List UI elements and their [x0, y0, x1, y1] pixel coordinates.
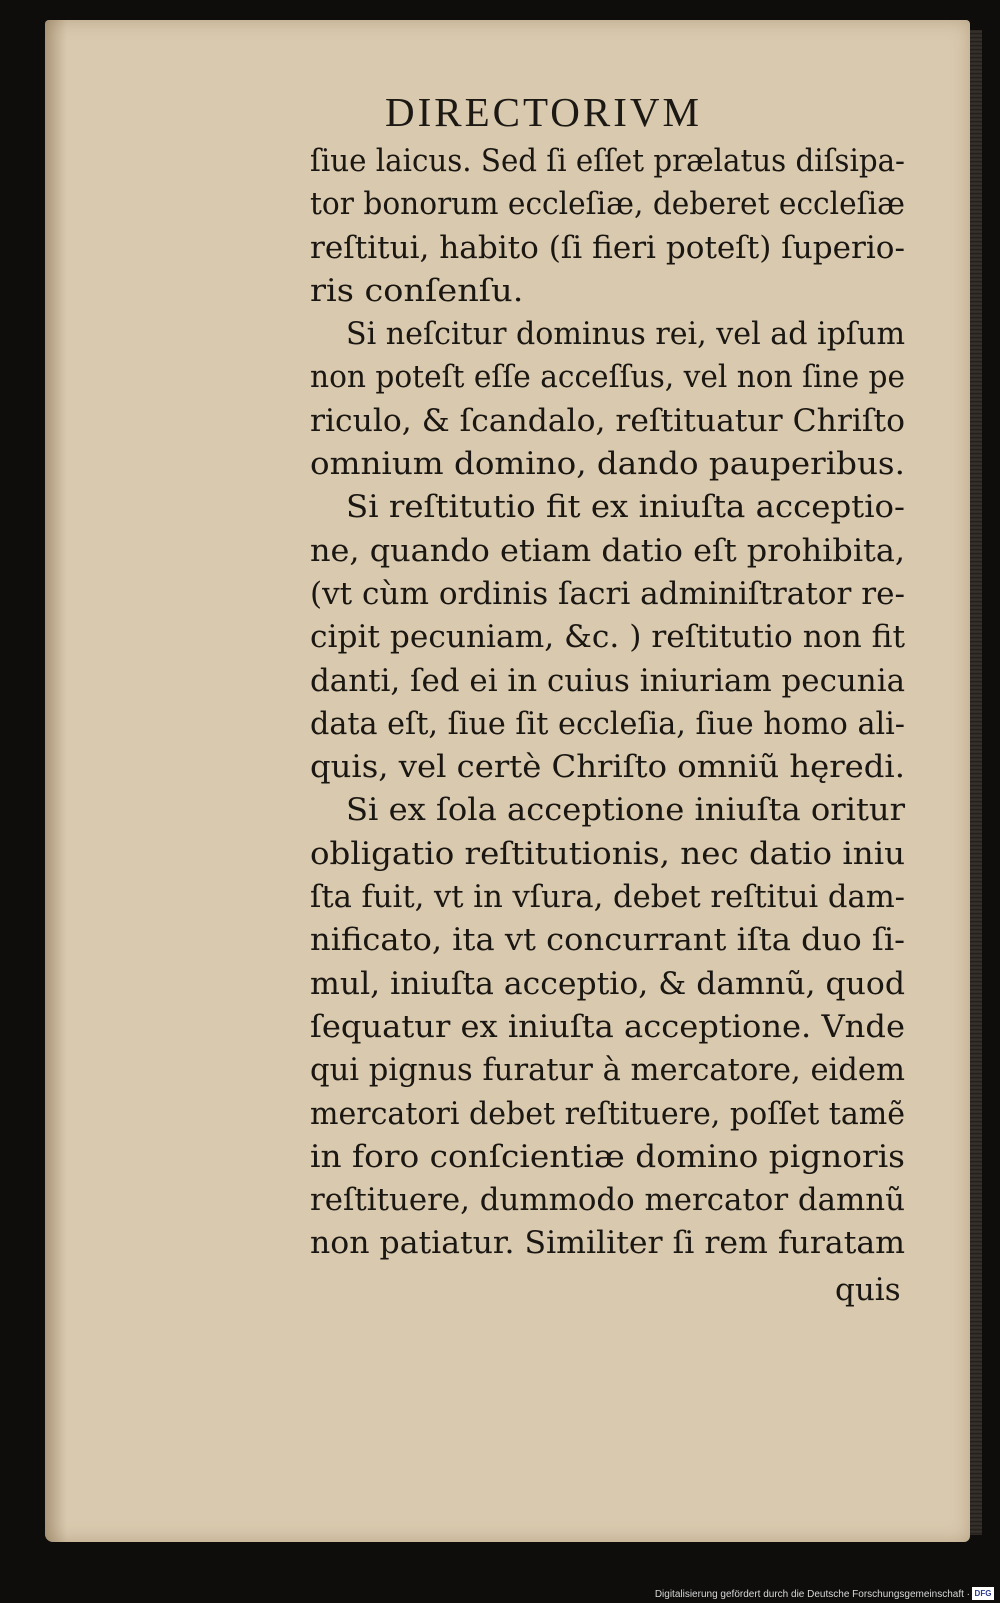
digitization-credit: Digitalisierung gefördert durch die Deutsche Forschungsgemeinschaft · — [654, 1589, 970, 1600]
text-line: nificato, ita vt concurrant iſta duo ſi- — [310, 922, 905, 959]
text-line: riculo, & ſcandalo, reſtituatur Chriſto — [310, 402, 906, 439]
page-stack-edge — [968, 30, 982, 1535]
text-line: Si neſcitur dominus rei, vel ad ipſum — [346, 316, 906, 353]
text-line: data eſt, ſiue ſit eccleſia, ſiue homo ali- — [310, 705, 906, 742]
text-line: in foro conſcientiæ domino pignoris — [310, 1138, 906, 1175]
text-line: danti, ſed ei in cuius iniuriam pecunia — [310, 662, 906, 699]
text-line: ris conſenſu. — [310, 272, 524, 309]
text-line: cipit pecuniam, &c. ) reſtitutio non fit — [310, 619, 905, 656]
body-text — [310, 140, 910, 1266]
text-line: ſta fuit, vt in vſura, debet reſtitui dam- — [310, 879, 906, 916]
text-line: reſtituere, dummodo mercator damnũ — [310, 1182, 905, 1219]
text-line: ne, quando etiam datio eſt prohibita, — [310, 532, 906, 569]
text-line: qui pignus furatur à mercatore, eidem — [310, 1052, 905, 1089]
text-line: (vt cùm ordinis ſacri adminiſtrator re- — [310, 575, 906, 612]
text-line: mercatori debet reſtituere, poſſet tamẽ — [310, 1095, 906, 1132]
text-line: obligatio reſtitutionis, nec datio iniu — [310, 835, 906, 872]
text-line: non poteſt eſſe acceſſus, vel non ſine pe — [310, 359, 906, 396]
text-line: Si reſtitutio fit ex iniuſta acceptio- — [346, 489, 906, 526]
text-line: ſiue laicus. Sed ſi eſſet prælatus diſsipa- — [310, 143, 905, 179]
text-line: Si ex ſola acceptione iniuſta oritur — [346, 792, 906, 829]
text-line: non patiatur. Similiter ſi rem furatam — [310, 1225, 905, 1262]
catchword: quis — [835, 1272, 901, 1308]
running-head: DIRECTORIVM — [385, 89, 702, 135]
dfg-logo: DFG — [972, 1587, 994, 1600]
text-line: omnium domino, dando pauperibus. — [310, 446, 905, 483]
text-line: tor bonorum eccleſiæ, deberet eccleſiæ — [310, 186, 905, 223]
text-line: quis, vel certè Chriſto omniũ hęredi. — [310, 749, 905, 786]
text-line: reſtitui, habito (ſi fieri poteſt) ſuperio- — [310, 229, 906, 266]
gutter-shadow — [45, 20, 67, 1542]
text-line: ſequatur ex iniuſta acceptione. Vnde — [310, 1008, 905, 1045]
text-line: mul, iniuſta acceptio, & damnũ, quod — [310, 965, 906, 1002]
